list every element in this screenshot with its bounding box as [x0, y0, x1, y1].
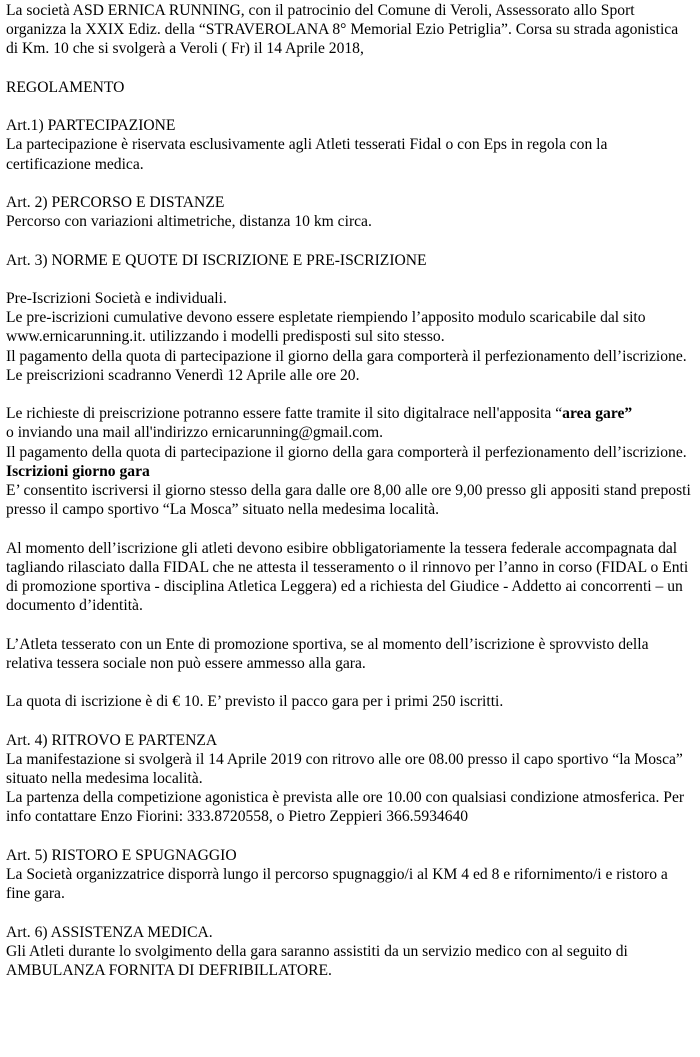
tessera-text: Al momento dell’iscrizione gli atleti devono esibire obbligatoriamente la tessera federale accompagnata dal tagliando rilasciato dalla FIDAL che ne attesta il tesseramento o il rinnovo per l’anno in corso (FIDAL o Enti di promozione sportiva - disciplina Atletica Leggera) ed a richiesta del Giudice - Addetto ai concorrenti – un documento d’identità.: [6, 539, 689, 615]
article-3-preiscrizioni: [6, 289, 694, 385]
article-5-title: Art. 5) RISTORO E SPUGNAGGIO: [6, 846, 237, 864]
preiscrizioni-text-2: Il pagamento della quota di partecipazione il giorno della gara comporterà il perfezionamento dell’iscrizione. Le preiscrizioni scadranno Venerdì 12 Aprile alle ore 20.: [6, 347, 687, 384]
regolamento-heading: REGOLAMENTO: [6, 78, 125, 96]
preiscrizioni-text-1: Le pre-iscrizioni cumulative devono essere espletate riempiendo l’apposito modulo scaricabile dal sito www.ernicarunning.it. utilizzando i modelli predisposti sul sito stesso.: [6, 309, 646, 346]
article-5-text: La Società organizzatrice disporrà lungo il percorso spugnaggio/i al KM 4 ed 8 e rifornimento/i e ristoro a fine gara.: [6, 865, 668, 903]
intro-paragraph: La società ASD ERNICA RUNNING, con il patrocinio del Comune di Veroli, Assessorato allo Sport organizza la XXIX Ediz. della “STRAVEROLANA 8° Memorial Ezio Petriglia”. Corsa su strada agonistica di Km. 10 che si svolgerà a Veroli ( Fr) il 14 Aprile 2018,: [6, 2, 679, 58]
richieste-before: Le richieste di preiscrizione potranno essere fatte tramite il sito digitalrace nell'apposita “: [6, 405, 563, 423]
article-4-text-2: La partenza della competizione agonistica è prevista alle ore 10.00 con qualsiasi condizione atmosferica. Per info contattare Enzo Fiorini: 333.8720558, o Pietro Zeppieri 366.5934640: [6, 789, 685, 826]
richieste-bold: area gare”: [562, 405, 633, 423]
giorno-gara-heading: Iscrizioni giorno gara: [6, 462, 150, 480]
article-3-richieste: [6, 404, 694, 519]
article-6: [6, 923, 694, 981]
pagamento-text: Il pagamento della quota di partecipazione il giorno della gara comporterà il perfezionamento dell’iscrizione.: [6, 443, 687, 461]
article-2-text: Percorso con variazioni altimetriche, distanza 10 km circa.: [6, 213, 372, 231]
article-5: [6, 846, 694, 904]
article-1: [6, 116, 694, 174]
quota-text: La quota di iscrizione è di € 10. E’ previsto il pacco gara per i primi 250 iscritti.: [6, 693, 504, 711]
preiscrizioni-heading: Pre-Iscrizioni Società e individuali.: [6, 289, 227, 307]
article-1-title: Art.1) PARTECIPAZIONE: [6, 117, 176, 135]
richieste-after: o inviando una mail all'indirizzo ernicarunning@gmail.com.: [6, 424, 384, 442]
article-4-title: Art. 4) RITROVO E PARTENZA: [6, 731, 218, 749]
article-2: [6, 193, 694, 231]
article-2-title: Art. 2) PERCORSO E DISTANZE: [6, 193, 225, 211]
richieste-text: [6, 404, 694, 423]
article-1-text: La partecipazione è riservata esclusivamente agli Atleti tesserati Fidal o con Eps in regola con la certificazione medica.: [6, 136, 608, 173]
article-4: [6, 731, 694, 827]
article-4-text-1: La manifestazione si svolgerà il 14 Aprile 2019 con ritrovo alle ore 08.00 presso il capo sportivo “la Mosca” situato nella medesima località.: [6, 750, 683, 787]
article-6-title: Art. 6) ASSISTENZA MEDICA.: [6, 923, 213, 941]
giorno-gara-text: E’ consentito iscriversi il giorno stesso della gara dalle ore 8,00 alle ore 9,00 presso gli appositi stand preposti presso il campo sportivo “La Mosca” situato nella medesima località.: [6, 481, 691, 519]
article-6-text: Gli Atleti durante lo svolgimento della gara saranno assistiti da un servizio medico con al seguito di AMBULANZA FORNITA DI DEFRIBILLATORE.: [6, 942, 628, 979]
article-3-title: Art. 3) NORME E QUOTE DI ISCRIZIONE E PRE-ISCRIZIONE: [6, 251, 427, 269]
ente-text: L’Atleta tesserato con un Ente di promozione sportiva, se al momento dell’iscrizione è sprovvisto della relativa tessera sociale non può essere ammesso alla gara.: [6, 635, 649, 672]
